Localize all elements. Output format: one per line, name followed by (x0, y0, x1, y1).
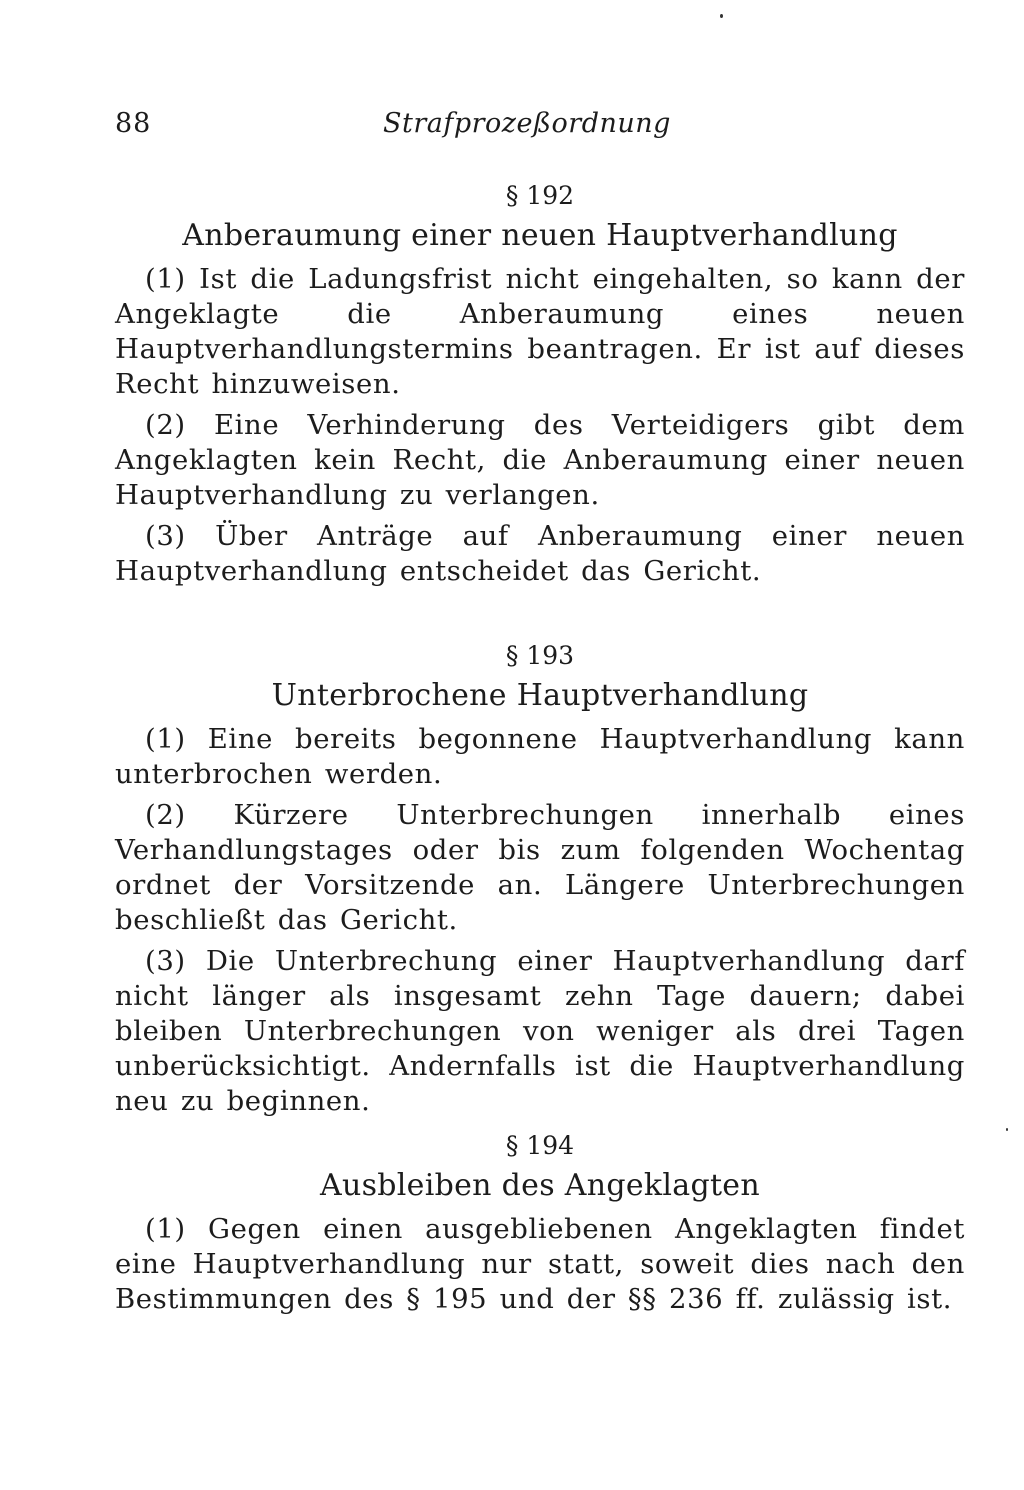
section-192 (115, 178, 965, 589)
paragraph: (3) Über Anträge auf Anberaumung einer neuen Hauptverhandlung entscheidet das Gericht. (115, 520, 965, 587)
paragraph: (2) Eine Verhinderung des Verteidigers gibt dem Angeklagten kein Recht, die Anberaumung einer neuen Hauptverhandlung zu verlangen. (115, 409, 965, 511)
section-number: § 194 (505, 1131, 575, 1160)
scan-speck (720, 14, 723, 18)
section-193 (115, 638, 965, 1119)
paragraph: (2) Kürzere Unterbrechungen innerhalb eines Verhandlungstages oder bis zum folgenden Wochentag ordnet der Vorsitzende an. Längere Unterbrechungen beschließt das Gericht. (115, 799, 965, 936)
running-title: Strafprozeßordnung (383, 108, 671, 139)
paragraph: (1) Eine bereits begonnene Hauptverhandlung kann unterbrochen werden. (115, 723, 965, 790)
section-title: Ausbleiben des Angeklagten (320, 1168, 760, 1203)
section-number: § 192 (505, 181, 575, 210)
paragraph: (1) Gegen einen ausgebliebenen Angeklagten findet eine Hauptverhandlung nur statt, soweit dies nach den Bestimmungen des § 195 und der §§ 236 ff. zulässig ist. (115, 1213, 965, 1315)
section-number: § 193 (505, 641, 575, 670)
paragraph: (3) Die Unterbrechung einer Hauptverhandlung darf nicht länger als insgesamt zehn Tage dauern; dabei bleiben Unterbrechungen von weniger als drei Tagen unberücksichtigt. Andernfalls ist die Hauptverhandlung neu zu beginnen. (115, 945, 965, 1117)
page-number: 88 (115, 108, 152, 139)
scan-speck (1006, 1128, 1008, 1131)
section-title: Anberaumung einer neuen Hauptverhandlung (182, 218, 898, 253)
section-194 (115, 1128, 965, 1317)
section-title: Unterbrochene Hauptverhandlung (271, 678, 809, 713)
page-header (115, 108, 965, 148)
paragraph: (1) Ist die Ladungsfrist nicht eingehalten, so kann der Angeklagte die Anberaumung eines neuen Hauptverhandlungstermins beantragen. Er ist auf dieses Recht hinzuweisen. (115, 263, 965, 400)
